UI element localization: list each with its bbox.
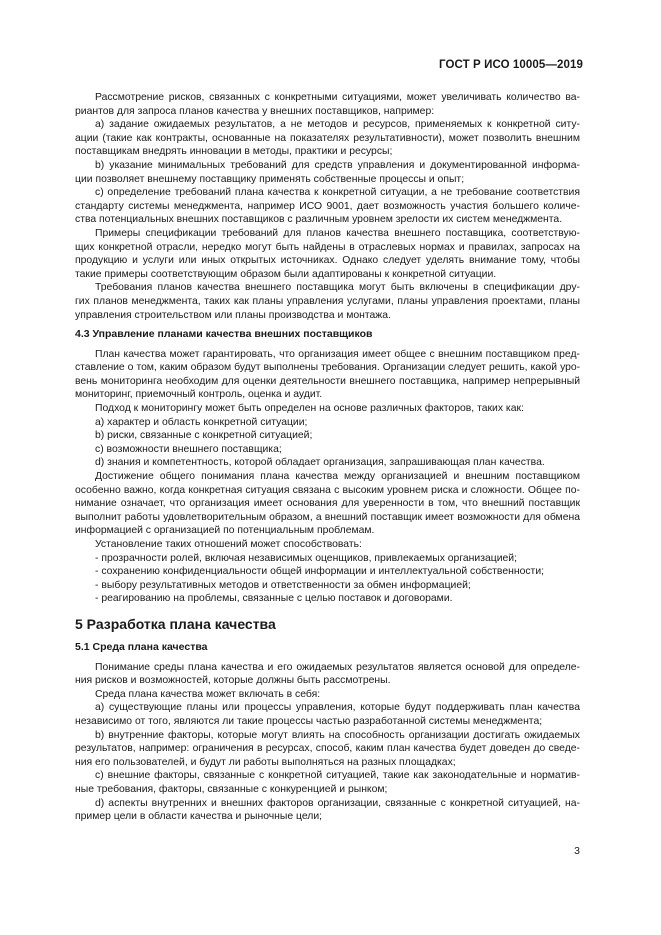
text-line: продукцию и услуги или иных открытых источниках. Однако следует уделять внимание тому, чтобы — [75, 255, 580, 267]
list-item: a) существующие планы или процессы управления, которые будут поддерживать план качества — [95, 702, 580, 714]
section-4-3-heading: 4.3 Управление планами качества внешних поставщиков — [75, 328, 373, 341]
text-line: выполнит работы удовлетворительным образом, а внешний поставщик имеет возможности для обмена — [75, 511, 580, 523]
list-item: - реагированию на проблемы, связанные с целью поставок и договорами. — [95, 593, 453, 605]
page-number: 3 — [574, 845, 580, 857]
list-item: - сохранению конфиденциальности общей информации и интеллектуальной собственности; — [95, 566, 545, 578]
text-line: независимо от того, являются ли такие процессы частью разработанной системы менеджмента; — [75, 715, 543, 727]
list-item: d) аспекты внутренних и внешних факторов организации, связанные с конкретной ситуацией, на- — [95, 797, 580, 809]
section-5-1-body — [75, 661, 580, 824]
list-item: b) внутренние факторы, которые могут влиять на способность организации достигать ожидаемых — [95, 729, 580, 741]
text-line: ния рисков и возможностей, которые должны быть рассмотрены. — [75, 675, 391, 687]
text-line: особенно важно, когда конкретная ситуация связана с высоким уровнем риска и сложности. Общее по- — [75, 484, 580, 496]
section-4-3-body — [75, 348, 580, 606]
text-line: ации (такие как контракты, основанные на показателях результативности), может позволить внешним — [75, 132, 580, 144]
text-line: гих планов менеджмента, таких как планы управления услугами, планы управления проектами, планы — [75, 295, 580, 307]
section-5-heading: 5 Разработка плана качества — [75, 615, 276, 632]
text-line: ные требования, факторы, связанные с конкуренцией и рынком; — [75, 783, 388, 795]
text-line: управления строительством или планы производства и монтажа. — [75, 309, 391, 321]
list-item: b) риски, связанные с конкретной ситуацией; — [95, 430, 313, 442]
text-line: пример цели в области качества и рыночные цели; — [75, 811, 323, 823]
list-item: - прозрачности ролей, включая независимых оценщиков, привлекаемых организацией; — [95, 552, 517, 564]
text-line: нимание означает, что организация имеет основания для уверенности в том, что внешний поставщик — [75, 498, 580, 510]
text-line: такие примеры соответствующим образом были адаптированы к конкретной ситуации. — [75, 268, 497, 280]
text-line: b) указание минимальных требований для средств управления и документированной информа- — [95, 159, 580, 171]
text-line: ции позволяет внешнему поставщику применять собственные процессы и опыт; — [75, 173, 465, 185]
list-item: c) внешние факторы, связанные с конкретной ситуацией, такие как законодательные и норматив- — [95, 770, 580, 782]
list-item: a) характер и область конкретной ситуации; — [95, 416, 308, 428]
list-item: d) знания и компетентность, которой обладает организация, запрашивающая план качества. — [95, 457, 545, 469]
text-line: Достижение общего понимания плана качества между организацией и внешним поставщиком — [95, 471, 580, 483]
text-line: стандарту системы менеджмента, например ИСО 9001, дает возможность участия большего количе- — [75, 200, 580, 212]
text-line: а) задание ожидаемых результатов, а не методов и ресурсов, применяемых к конкретной ситу- — [95, 119, 580, 131]
text-line: ставление о том, каким образом будут выполнены требования. Организации следует решить, какой уро- — [75, 362, 580, 374]
list-item: c) возможности внешнего поставщика; — [95, 443, 282, 455]
text-line: мониторинг, приемочный контроль, оценка и аудит. — [75, 389, 323, 401]
text-line: Рассмотрение рисков, связанных с конкретными ситуациями, может увеличивать количество ва- — [95, 92, 580, 103]
text-line: c) определение требований плана качества к конкретной ситуации, а не требование соответствия — [95, 187, 580, 199]
text-line: Понимание среды плана качества и его ожидаемых результатов является основой для определе- — [95, 661, 580, 673]
text-line: Требования планов качества внешнего поставщика могут быть включены в спецификации дру- — [95, 282, 580, 294]
text-line: риантов для запроса планов качества у внешних поставщиков, например: — [75, 105, 435, 117]
text-line: результатов, например: ограничения в ресурсах, способ, каким план качества будет доведен до сведе- — [75, 743, 580, 755]
list-item: - выбору результативных методов и ответственности за обмен информацией; — [95, 579, 471, 591]
text-line: План качества может гарантировать, что организация имеет общее с внешним поставщиком пред- — [95, 348, 580, 360]
text-line: Примеры спецификации требований для планов качества внешнего поставщика, соответствую- — [95, 227, 580, 239]
text-line: Установление таких отношений может способствовать: — [95, 539, 362, 550]
section-5-1-heading: 5.1 Среда плана качества — [75, 640, 208, 653]
document-body — [75, 91, 580, 824]
text-line: вень мониторинга необходим для оценки деятельности внешнего поставщика, например непрерывный — [75, 375, 580, 387]
text-line: щих конкретной отрасли, нередко могут быть найдены в отраслевых нормах и правилах, запросах на — [75, 241, 580, 253]
document-code-header: ГОСТ Р ИСО 10005—2019 — [438, 59, 583, 71]
text-line: Подход к мониторингу может быть определен на основе различных факторов, таких как: — [95, 403, 524, 415]
text-line: информацией с организацией по потенциальным проблемам. — [75, 525, 375, 537]
text-line: ства потенциальных внешних поставщиков с различным уровнем зрелости их систем менеджмента. — [75, 214, 563, 226]
text-line: Среда плана качества может включать в себя: — [95, 688, 321, 700]
text-line: поставщикам внедрять инновации в методы, практики и ресурсы; — [75, 146, 393, 158]
intro-paragraphs — [75, 91, 580, 322]
text-line: ния его пользователей, и будут ли работы выполняться на разных площадках; — [75, 756, 456, 768]
